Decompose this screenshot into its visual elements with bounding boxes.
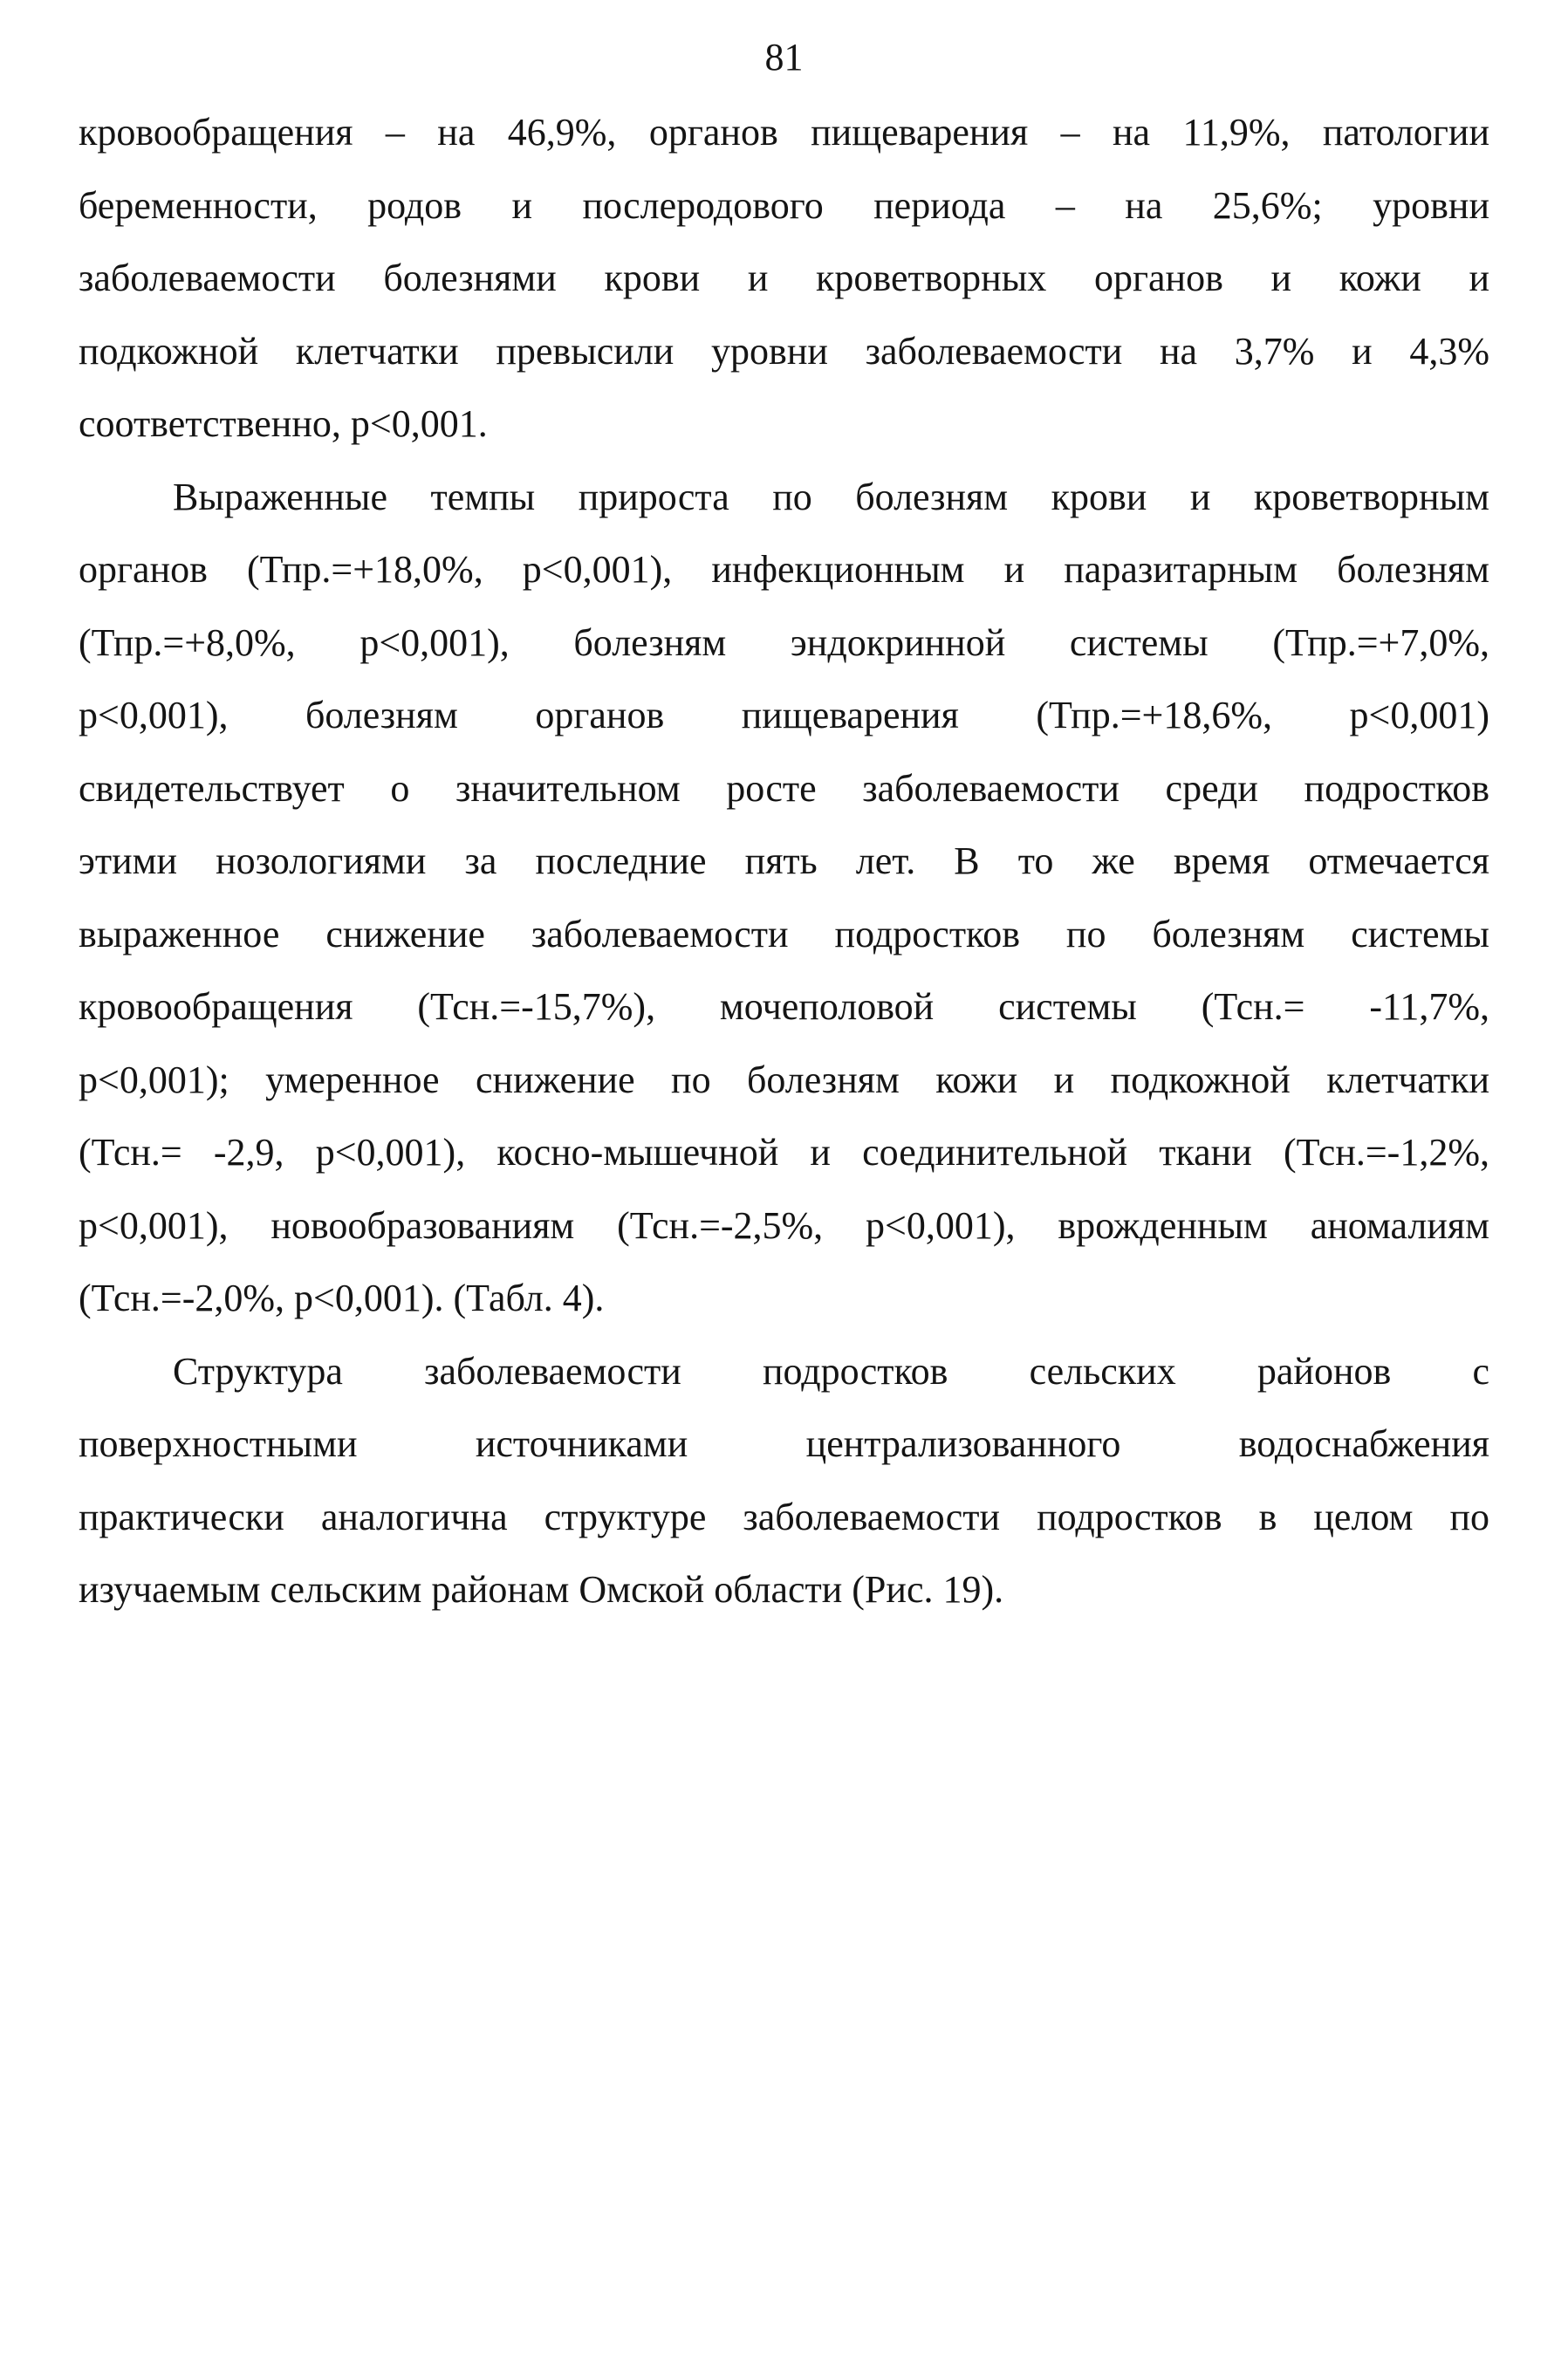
text-line: (Тсн.=-2,0%, p<0,001). (Табл. 4). <box>79 1277 605 1319</box>
page-number: 81 <box>764 36 804 79</box>
text-line: практически аналогична структуре заболеваемости подростков в целом по <box>79 1495 1489 1538</box>
text-line: поверхностными источниками централизованного водоснабжения <box>79 1422 1489 1465</box>
text-line: p<0,001), новообразованиям (Тсн.=-2,5%, p<0,001), врожденным аномалиям <box>79 1203 1489 1247</box>
paragraph-2 <box>79 461 1489 1335</box>
text-line: (Тсн.= -2,9, p<0,001), косно-мышечной и соединительной ткани (Тсн.=-1,2%, <box>79 1131 1489 1174</box>
text-line: p<0,001); умеренное снижение по болезням кожи и подкожной клетчатки <box>79 1058 1489 1101</box>
paragraph-3 <box>79 1335 1489 1627</box>
text-line: кровообращения (Тсн.=-15,7%), мочеполовой системы (Тсн.= -11,7%, <box>79 985 1489 1028</box>
text-line: выраженное снижение заболеваемости подростков по болезням системы <box>79 912 1489 955</box>
text-line: беременности, родов и послеродового периода – на 25,6%; уровни <box>79 183 1489 227</box>
text-line: Структура заболеваемости подростков сельских районов с <box>173 1349 1489 1393</box>
text-line: свидетельствует о значительном росте заболеваемости среди подростков <box>79 766 1489 810</box>
text-line: органов (Тпр.=+18,0%, p<0,001), инфекционным и паразитарным болезням <box>79 548 1489 591</box>
text-line: подкожной клетчатки превысили уровни заболеваемости на 3,7% и 4,3% <box>79 329 1489 373</box>
text-line: p<0,001), болезням органов пищеварения (Тпр.=+18,6%, p<0,001) <box>79 694 1489 736</box>
text-line: кровообращения – на 46,9%, органов пищеварения – на 11,9%, патологии <box>79 111 1489 154</box>
text-line: этими нозологиями за последние пять лет. В то же время отмечается <box>79 839 1489 882</box>
paragraph-1 <box>79 96 1489 461</box>
text-line: (Тпр.=+8,0%, p<0,001), болезням эндокринной системы (Тпр.=+7,0%, <box>79 620 1489 664</box>
text-line: заболеваемости болезнями крови и кроветворных органов и кожи и <box>79 257 1489 299</box>
document-body <box>79 96 1489 1627</box>
text-line: Выраженные темпы прироста по болезням крови и кроветворным <box>173 475 1489 518</box>
text-line: изучаемым сельским районам Омской области (Рис. 19). <box>79 1568 1004 1611</box>
text-line: соответственно, p<0,001. <box>79 402 488 445</box>
